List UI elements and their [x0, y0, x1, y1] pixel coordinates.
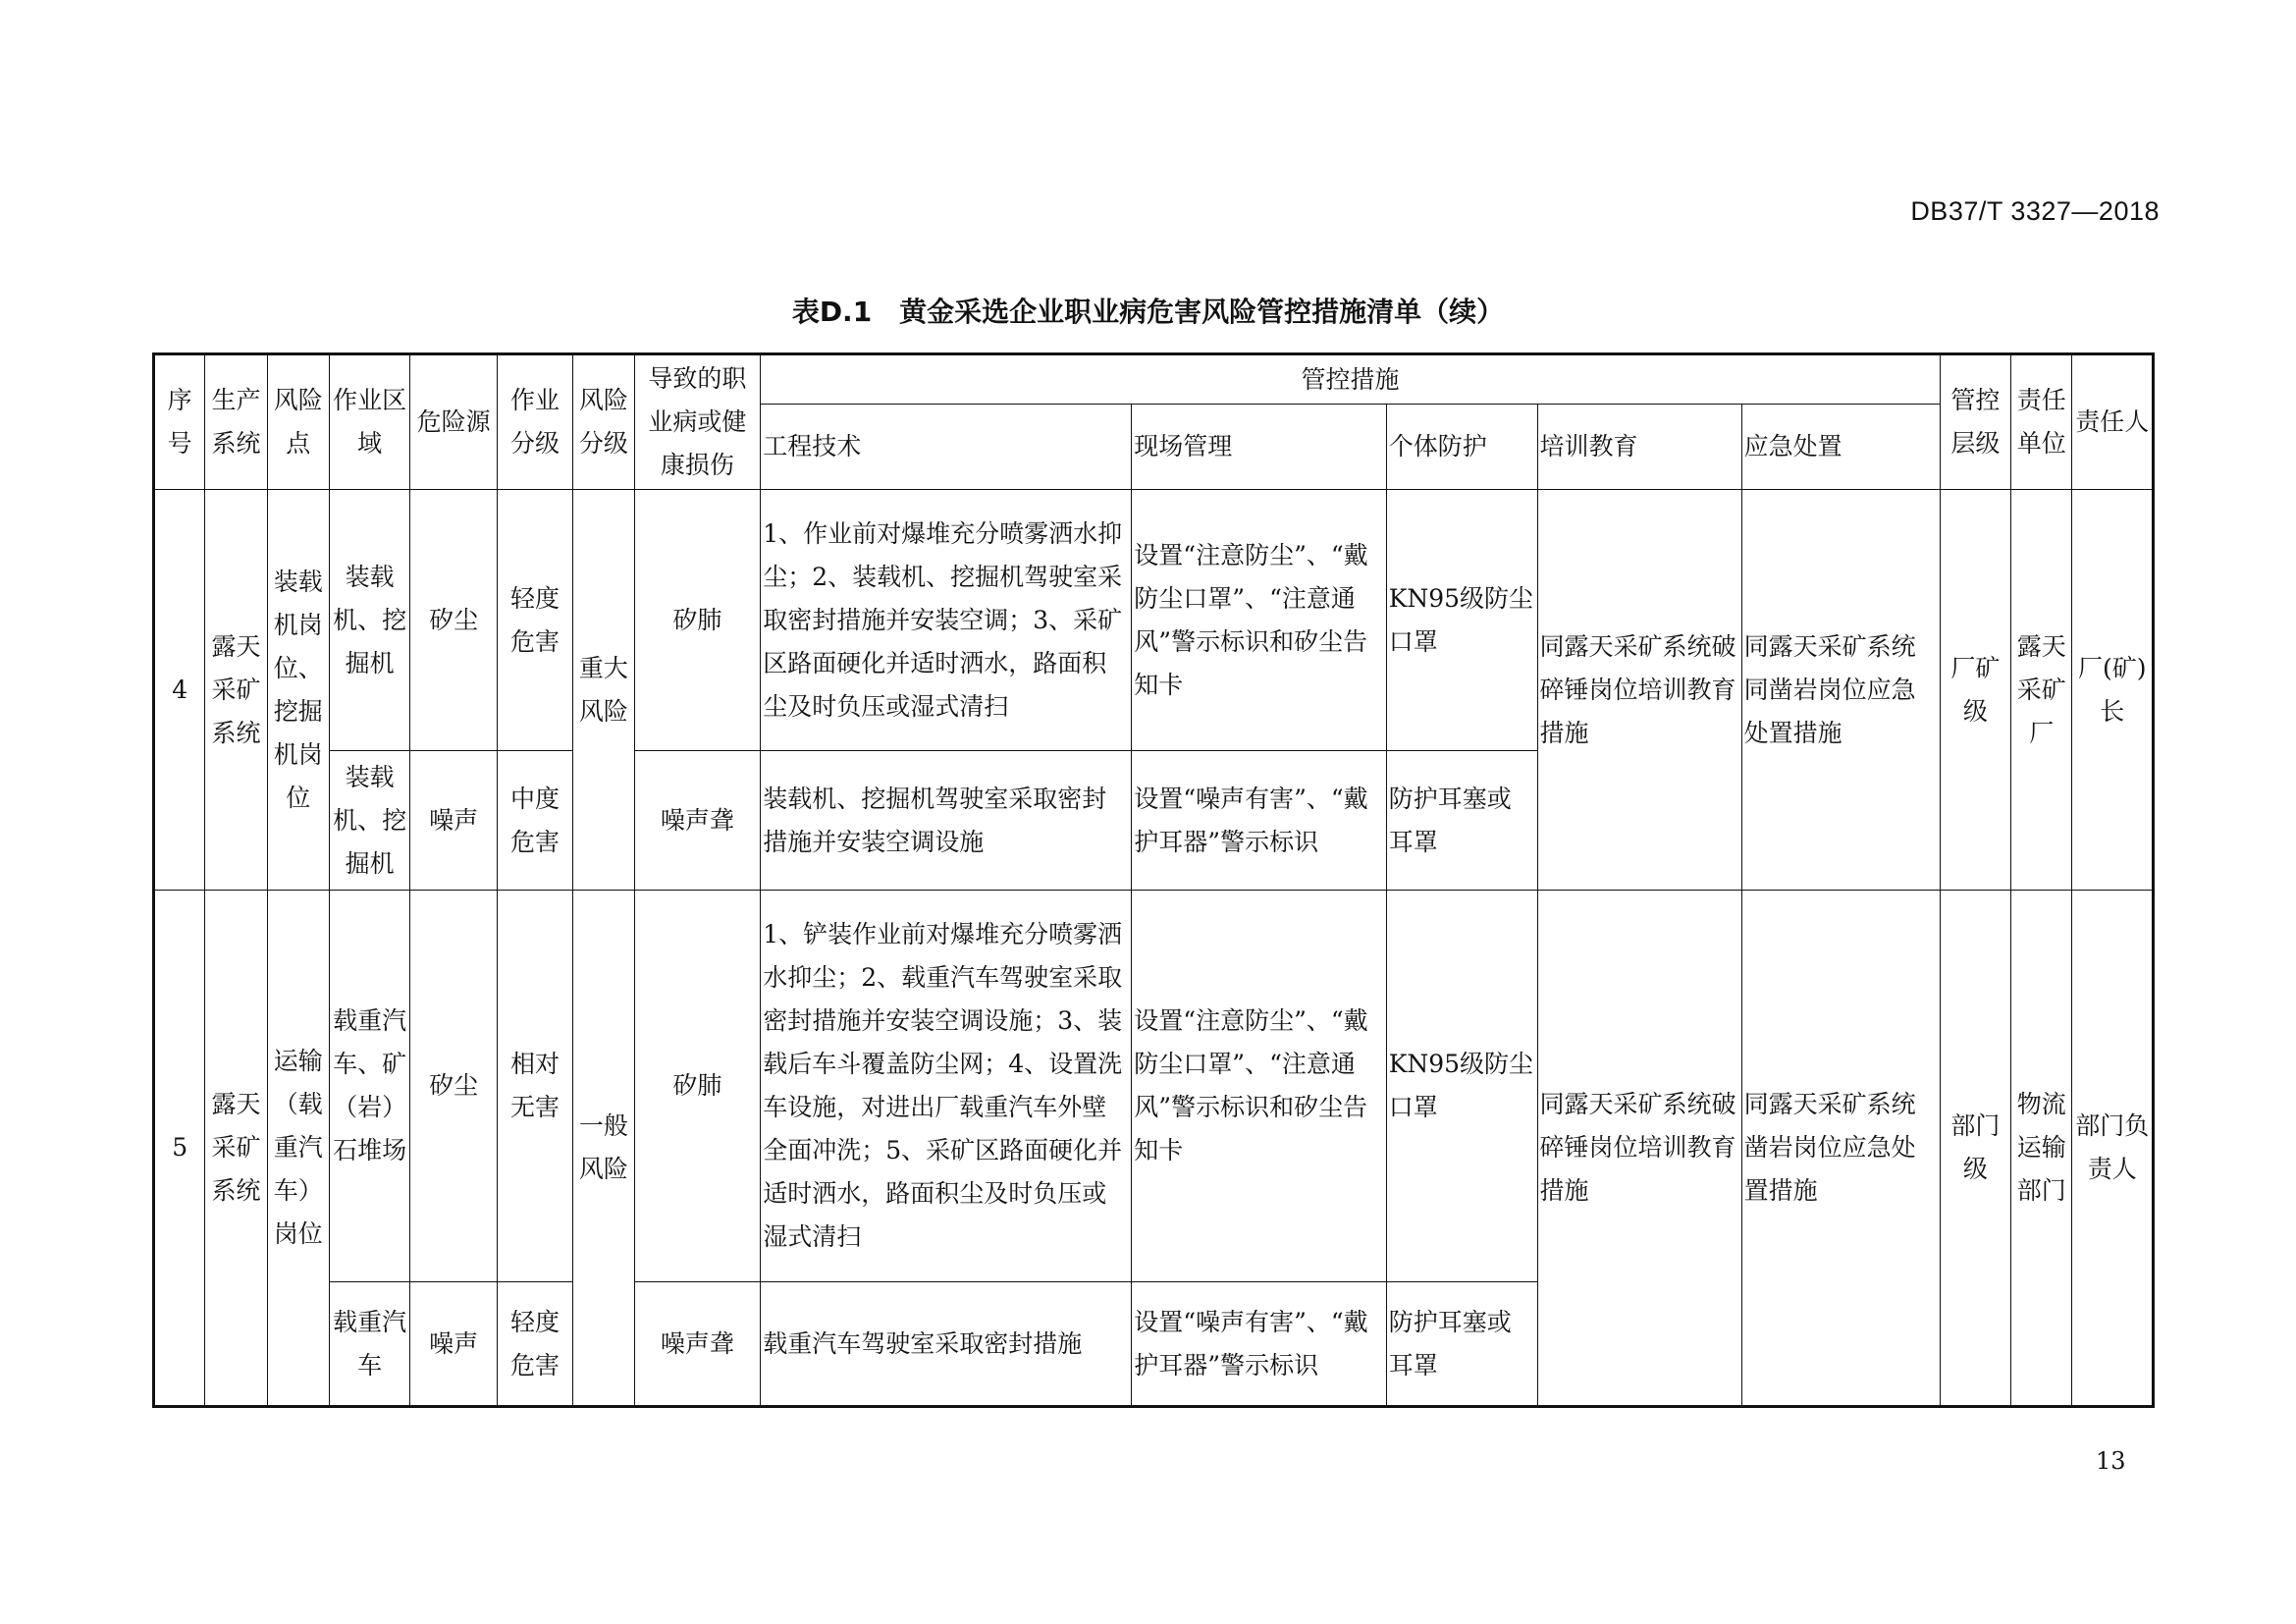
- cell-eng: 1、铲装作业前对爆堆充分喷雾洒水抑尘；2、载重汽车驾驶室采取密封措施并安装空调设施；3、装载后车斗覆盖防尘网；4、设置洗车设施，对进出厂载重汽车外壁全面冲洗；5、采矿区路面硬化并适时洒水，路面积尘及时负压或湿式清扫: [761, 891, 1132, 1282]
- col-system: 生产系统: [205, 354, 267, 490]
- table-row: [154, 490, 2154, 751]
- cell-hazard: 噪声: [410, 751, 497, 891]
- col-level: 管控层级: [1940, 354, 2010, 490]
- cell-ppe: 防护耳塞或耳罩: [1386, 1282, 1537, 1407]
- col-work-area: 作业区域: [329, 354, 409, 490]
- cell-risk-point: 装载机岗位、挖掘机岗位: [267, 490, 329, 891]
- cell-disease: 矽肺: [634, 891, 761, 1282]
- cell-unit: 露天采矿厂: [2011, 490, 2072, 891]
- cell-level: 厂矿级: [1940, 490, 2010, 891]
- cell-work-grade: 轻度危害: [497, 490, 572, 751]
- col-disease: 导致的职业病或健康损伤: [634, 354, 761, 490]
- cell-seq: 4: [154, 490, 205, 891]
- cell-ppe: KN95级防尘口罩: [1386, 490, 1537, 751]
- cell-emergency: 同露天采矿系统凿岩岗位应急处置措施: [1741, 891, 1940, 1407]
- cell-unit: 物流运输部门: [2011, 891, 2072, 1407]
- cell-person: 部门负责人: [2072, 891, 2154, 1407]
- col-ppe: 个体防护: [1386, 405, 1537, 490]
- cell-hazard: 噪声: [410, 1282, 497, 1407]
- col-site: 现场管理: [1132, 405, 1386, 490]
- cell-seq: 5: [154, 891, 205, 1407]
- col-person: 责任人: [2072, 354, 2154, 490]
- cell-site: 设置“噪声有害”、“戴护耳器”警示标识: [1132, 751, 1386, 891]
- cell-site: 设置“噪声有害”、“戴护耳器”警示标识: [1132, 1282, 1386, 1407]
- col-measures: 管控措施: [761, 354, 1940, 405]
- col-seq: 序号: [154, 354, 205, 490]
- cell-disease: 噪声聋: [634, 1282, 761, 1407]
- cell-site: 设置“注意防尘”、“戴防尘口罩”、“注意通风”警示标识和矽尘告知卡: [1132, 490, 1386, 751]
- cell-eng: 1、作业前对爆堆充分喷雾洒水抑尘；2、装载机、挖掘机驾驶室采取密封措施并安装空调；3、采矿区路面硬化并适时洒水，路面积尘及时负压或湿式清扫: [761, 490, 1132, 751]
- cell-system: 露天采矿系统: [205, 490, 267, 891]
- cell-work-grade: 轻度危害: [497, 1282, 572, 1407]
- header-row-1: [154, 354, 2154, 405]
- col-risk-grade: 风险分级: [573, 354, 634, 490]
- cell-hazard: 矽尘: [410, 490, 497, 751]
- table-title: 表D.1 黄金采选企业职业病危害风险管控措施清单（续）: [791, 296, 1505, 328]
- risk-control-table: [152, 352, 2155, 1408]
- cell-disease: 矽肺: [634, 490, 761, 751]
- col-training: 培训教育: [1537, 405, 1741, 490]
- cell-training: 同露天采矿系统破碎锤岗位培训教育措施: [1537, 490, 1741, 891]
- col-risk-point: 风险点: [267, 354, 329, 490]
- cell-system: 露天采矿系统: [205, 891, 267, 1407]
- cell-work-grade: 中度危害: [497, 751, 572, 891]
- cell-eng: 载重汽车驾驶室采取密封措施: [761, 1282, 1132, 1407]
- cell-level: 部门级: [1940, 891, 2010, 1407]
- cell-risk-grade: 一般风险: [573, 891, 634, 1407]
- cell-person: 厂(矿)长: [2072, 490, 2154, 891]
- cell-risk-grade: 重大风险: [573, 490, 634, 891]
- cell-work-area: 装载机、挖掘机: [329, 490, 409, 751]
- cell-ppe: 防护耳塞或耳罩: [1386, 751, 1537, 891]
- cell-work-area: 载重汽车、矿（岩）石堆场: [329, 891, 409, 1282]
- cell-site: 设置“注意防尘”、“戴防尘口罩”、“注意通风”警示标识和矽尘告知卡: [1132, 891, 1386, 1282]
- col-emergency: 应急处置: [1741, 405, 1940, 490]
- cell-risk-point: 运输（载重汽车）岗位: [267, 891, 329, 1407]
- cell-eng: 装载机、挖掘机驾驶室采取密封措施并安装空调设施: [761, 751, 1132, 891]
- page-number: 13: [2096, 1447, 2126, 1475]
- col-unit: 责任单位: [2011, 354, 2072, 490]
- col-hazard: 危险源: [410, 354, 497, 490]
- cell-emergency: 同露天采矿系统同凿岩岗位应急处置措施: [1741, 490, 1940, 891]
- cell-hazard: 矽尘: [410, 891, 497, 1282]
- cell-work-area: 载重汽车: [329, 1282, 409, 1407]
- cell-work-area: 装载机、挖掘机: [329, 751, 409, 891]
- col-eng: 工程技术: [761, 405, 1132, 490]
- col-work-grade: 作业分级: [497, 354, 572, 490]
- cell-work-grade: 相对无害: [497, 891, 572, 1282]
- standard-code: DB37/T 3327—2018: [1910, 196, 2160, 226]
- cell-disease: 噪声聋: [634, 751, 761, 891]
- table-row: [154, 891, 2154, 1282]
- cell-ppe: KN95级防尘口罩: [1386, 891, 1537, 1282]
- cell-training: 同露天采矿系统破碎锤岗位培训教育措施: [1537, 891, 1741, 1407]
